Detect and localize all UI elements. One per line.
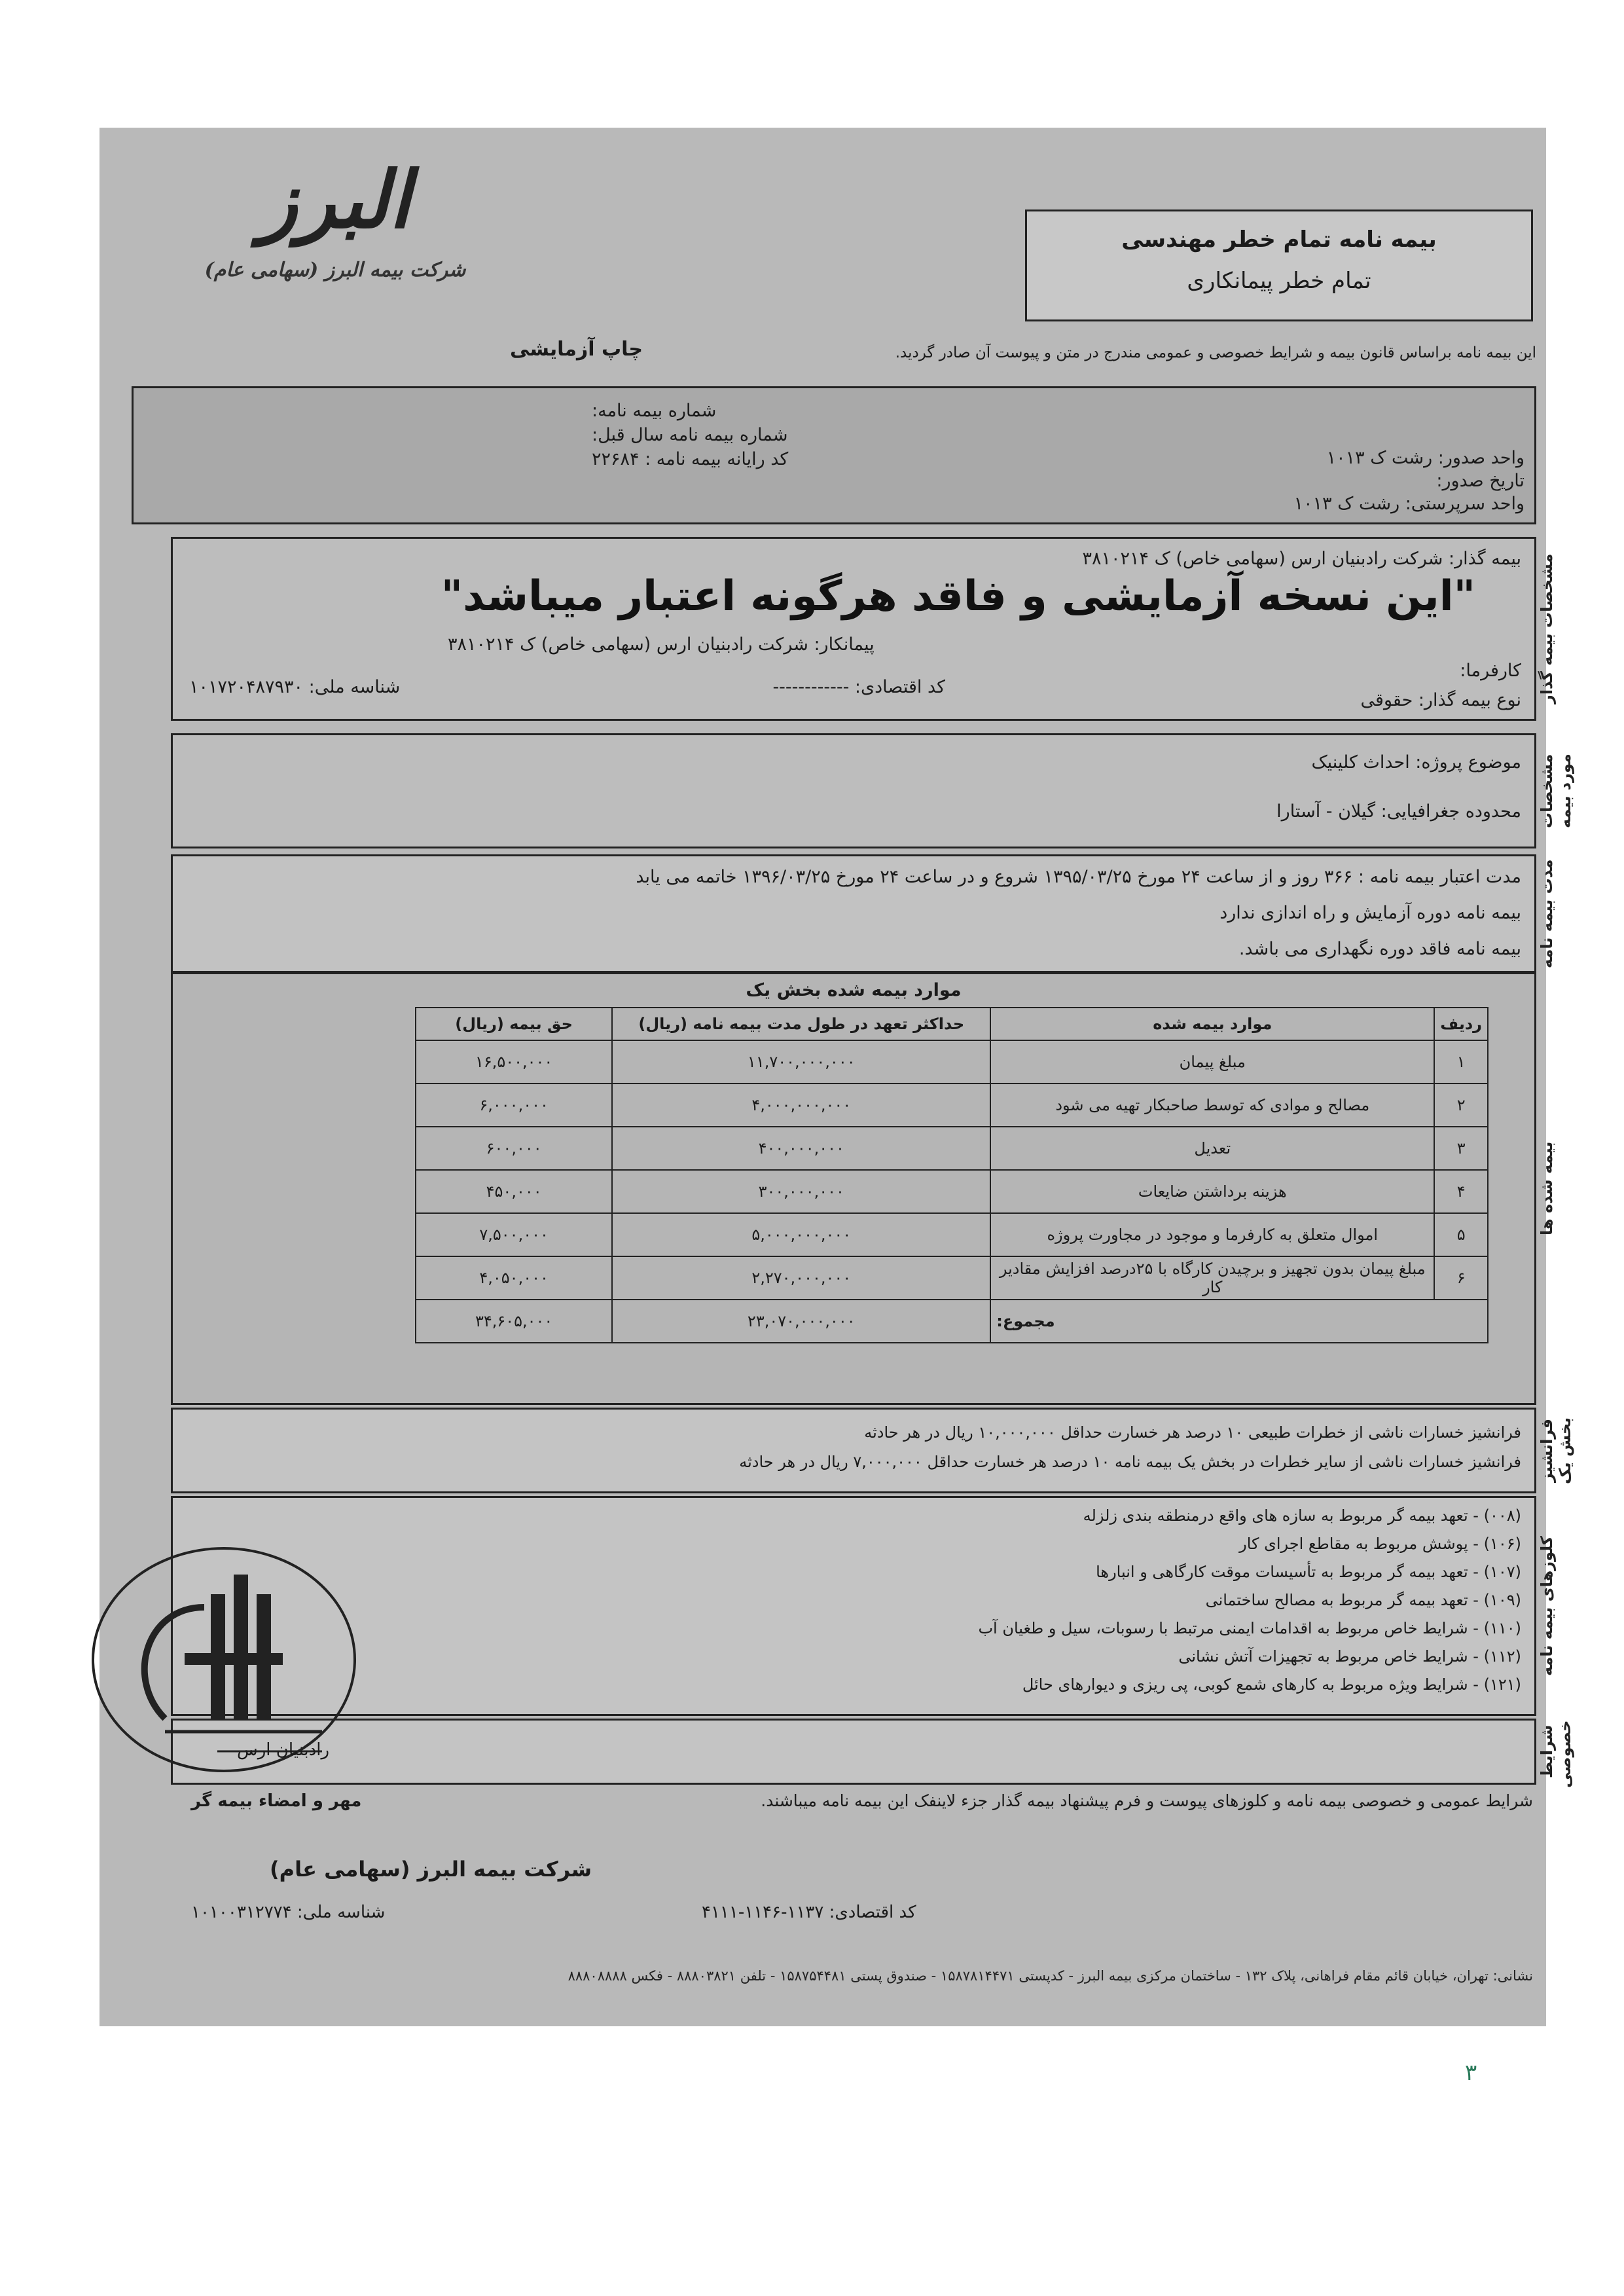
- footer-economic-code: کد اقتصادی: ۱۱۳۷-۱۱۴۶-۴۱۱۱: [702, 1903, 916, 1922]
- logo-subtitle: شرکت بیمه البرز (سهامی عام): [204, 259, 466, 282]
- signature-label: مهر و امضاء بیمه گر: [191, 1791, 362, 1811]
- scanned-policy-page: [99, 128, 1574, 2026]
- clause-item: (۱۰۷) - تعهد بیمه گر مربوط به تأسیسات موقت کارگاهی و انبارها: [1096, 1563, 1521, 1581]
- stamp-text: رادبنیان ارس: [237, 1740, 330, 1760]
- premium: ۶۰۰,۰۰۰: [416, 1127, 612, 1170]
- tracking-code: کد رایانه بیمه نامه : ۲۲۶۸۴: [592, 449, 789, 469]
- company-stamp: [86, 1535, 361, 1784]
- premium: ۷,۵۰۰,۰۰۰: [416, 1213, 612, 1256]
- general-conditions-note: شرایط عمومی و خصوصی بیمه نامه و کلوزهای پیوست و فرم پیشنهاد بیمه گذار جزء لاینفک این بیمه نامه میباشند.: [761, 1791, 1533, 1810]
- trial-watermark: "این نسخه آزمایشی و فاقد هرگونه اعتبار میباشد": [441, 572, 1475, 621]
- item-name: مبلغ پیمان: [990, 1040, 1434, 1084]
- table-row: [416, 1084, 1488, 1127]
- commitment: ۵,۰۰۰,۰۰۰,۰۰۰: [612, 1213, 990, 1256]
- insured-box: [171, 537, 1556, 721]
- row-number: ۶: [1434, 1256, 1488, 1300]
- row-number: ۴: [1434, 1170, 1488, 1213]
- table-row: [416, 1213, 1488, 1256]
- duration-line-1: مدت اعتبار بیمه نامه : ۳۶۶ روز و از ساعت ۲۴ مورخ ۱۳۹۵/۰۳/۲۵ شروع و در ساعت ۲۴ مورخ ۱۳۹۶/۰۳/۲۵ خاتمه می یابد: [636, 867, 1521, 887]
- project-subject: موضوع پروژه: احداث کلینیک: [1311, 752, 1521, 773]
- clause-item: (۱۱۲) - شرایط خاص مربوط به تجهیزات آتش نشانی: [1178, 1647, 1521, 1666]
- col-row: ردیف: [1434, 1008, 1488, 1040]
- row-number: ۵: [1434, 1213, 1488, 1256]
- print-label: چاپ آزمایشی: [509, 338, 643, 361]
- total-label: مجموع:: [990, 1300, 1488, 1343]
- intro-text: این بیمه نامه براساس قانون بیمه و شرایط خصوصی و عمومی مندرج در متن و پیوست آن صادر گردید.: [895, 344, 1536, 361]
- clause-item: (۱۰۶) - پوشش مربوط به مقاطع اجرای کار: [1239, 1535, 1521, 1553]
- insured-side-label: مشخصات بیمه گذار: [1538, 553, 1556, 704]
- items-table: [415, 1007, 1489, 1343]
- insurer-name: بیمه گذار: شرکت رادبنیان ارس (سهامی خاص) ک ۳۸۱۰۲۱۴: [1082, 549, 1521, 569]
- insured-type: نوع بیمه گذار: حقوقی: [1360, 690, 1521, 710]
- deductibles-box: [171, 1408, 1574, 1493]
- page-number: ۳: [1465, 2060, 1477, 2086]
- project-box: [171, 733, 1574, 848]
- special-side-label: شرایط خصوصی: [1538, 1721, 1574, 1789]
- employer: کارفرما:: [1460, 661, 1521, 681]
- title-box: [1025, 210, 1533, 321]
- commitment: ۳۰۰,۰۰۰,۰۰۰: [612, 1170, 990, 1213]
- policy-info-box: [132, 386, 1536, 524]
- supervisor-unit: واحد سرپرستی: رشت ک ۱۰۱۳: [1293, 494, 1525, 514]
- policy-number: شماره بیمه نامه:: [592, 401, 717, 421]
- deductibles-side-label: فرانشیز بخش یک: [1538, 1417, 1574, 1484]
- col-premium: حق بیمه (ریال): [416, 1008, 612, 1040]
- company-address: نشانی: تهران، خیابان قائم مقام فراهانی، پلاک ۱۳۲ - ساختمان مرکزی بیمه البرز - کدپستی ۱۵۸۷۸۱۴۴۷۱ - صندوق پستی ۱۵۸۷۵۴۴۸۱ - تلفن ۸۸۸۰۳۸۲۱ - فکس ۸۸۸۰۸۸۸۸: [568, 1968, 1533, 1984]
- table-row: [416, 1170, 1488, 1213]
- premium: ۶,۰۰۰,۰۰۰: [416, 1084, 612, 1127]
- table-row: [416, 1256, 1488, 1300]
- premium: ۱۶,۵۰۰,۰۰۰: [416, 1040, 612, 1084]
- contractor-name: پیمانکار: شرکت رادبنیان ارس (سهامی خاص) ک ۳۸۱۰۲۱۴: [448, 634, 875, 655]
- items-header-row: [416, 1008, 1488, 1040]
- item-name: اموال متعلق به کارفرما و موجود در مجاورت پروژه: [990, 1213, 1434, 1256]
- commitment: ۲,۲۷۰,۰۰۰,۰۰۰: [612, 1256, 990, 1300]
- items-side-label: بیمه شده ها: [1538, 1141, 1556, 1236]
- duration-box: [171, 854, 1556, 973]
- doc-title: بیمه نامه تمام خطر مهندسی: [1121, 227, 1437, 253]
- commitment: ۱۱,۷۰۰,۰۰۰,۰۰۰: [612, 1040, 990, 1084]
- col-commitment: حداکثر تعهد در طول مدت بیمه نامه (ریال): [612, 1008, 990, 1040]
- duration-line-2: بیمه نامه دوره آزمایش و راه اندازی ندارد: [1219, 903, 1521, 923]
- item-name: مبلغ پیمان بدون تجهیز و برچیدن کارگاه با ۲۵درصد افزایش مقادیر کار: [990, 1256, 1434, 1300]
- table-row: [416, 1127, 1488, 1170]
- company-name: شرکت بیمه البرز (سهامی عام): [270, 1857, 592, 1882]
- items-box: [171, 972, 1556, 1405]
- total-row: [416, 1300, 1488, 1343]
- table-row: [416, 1040, 1488, 1084]
- clauses-box: [171, 1496, 1556, 1716]
- item-name: مصالح و موادی که توسط صاحبکار تهیه می شود: [990, 1084, 1434, 1127]
- premium: ۴۵۰,۰۰۰: [416, 1170, 612, 1213]
- item-name: هزینه برداشتن ضایعات: [990, 1170, 1434, 1213]
- alborz-logo: البرز: [259, 154, 411, 246]
- project-side-label: مشخصات مورد بیمه: [1538, 754, 1574, 828]
- total-commitment: ۲۳,۰۷۰,۰۰۰,۰۰۰: [612, 1300, 990, 1343]
- clause-item: (۰۰۸) - تعهد بیمه گر مربوط به سازه های واقع درمنطقه بندی زلزله: [1083, 1506, 1521, 1525]
- total-premium: ۳۴,۶۰۵,۰۰۰: [416, 1300, 612, 1343]
- project-area: محدوده جغرافیایی: گیلان - آستارا: [1276, 801, 1521, 822]
- items-section-title: موارد بیمه شده بخش یک: [746, 980, 962, 1000]
- row-number: ۲: [1434, 1084, 1488, 1127]
- footer-national-id: شناسه ملی: ۱۰۱۰۰۳۱۲۷۷۴: [191, 1903, 386, 1922]
- item-name: تعدیل: [990, 1127, 1434, 1170]
- deductible-line-1: فرانشیز خسارات ناشی از خطرات طبیعی ۱۰ درصد هر خسارت حداقل ۱۰,۰۰۰,۰۰۰ ریال در هر حادثه: [864, 1423, 1521, 1442]
- clause-item: (۱۲۱) - شرایط ویژه مربوط به کارهای شمع کوبی، پی ریزی و دیوارهای حائل: [1022, 1675, 1521, 1694]
- issue-date: تاریخ صدور:: [1436, 471, 1525, 491]
- economic-code: کد اقتصادی: ------------: [772, 677, 945, 697]
- premium: ۴,۰۵۰,۰۰۰: [416, 1256, 612, 1300]
- doc-subtitle: تمام خطر پیمانکاری: [1187, 268, 1371, 294]
- prev-policy-number: شماره بیمه نامه سال قبل:: [592, 425, 788, 445]
- clause-item: (۱۰۹) - تعهد بیمه گر مربوط به مصالح ساختمانی: [1205, 1591, 1521, 1609]
- clauses-side-label: کلوزهای بیمه نامه: [1538, 1536, 1556, 1676]
- row-number: ۳: [1434, 1127, 1488, 1170]
- commitment: ۴,۰۰۰,۰۰۰,۰۰۰: [612, 1084, 990, 1127]
- duration-side-label: مدت بیمه نامه: [1538, 859, 1556, 968]
- special-conditions-box: [171, 1719, 1574, 1789]
- row-number: ۱: [1434, 1040, 1488, 1084]
- national-id: شناسه ملی: ۱۰۱۷۲۰۴۸۷۹۳۰: [189, 677, 401, 697]
- col-item: موارد بیمه شده: [990, 1008, 1434, 1040]
- issue-unit: واحد صدور: رشت ک ۱۰۱۳: [1326, 448, 1525, 468]
- deductible-line-2: فرانشیز خسارات ناشی از سایر خطرات در بخش یک بیمه نامه ۱۰ درصد هر خسارت حداقل ۷,۰۰۰,۰۰۰ ریال در هر حادثه: [739, 1453, 1521, 1471]
- commitment: ۴۰۰,۰۰۰,۰۰۰: [612, 1127, 990, 1170]
- clause-item: (۱۱۰) - شرایط خاص مربوط به اقدامات ایمنی مرتبط با رسوبات، سیل و طغیان آب: [978, 1619, 1521, 1637]
- duration-line-3: بیمه نامه فاقد دوره نگهداری می باشد.: [1238, 939, 1521, 959]
